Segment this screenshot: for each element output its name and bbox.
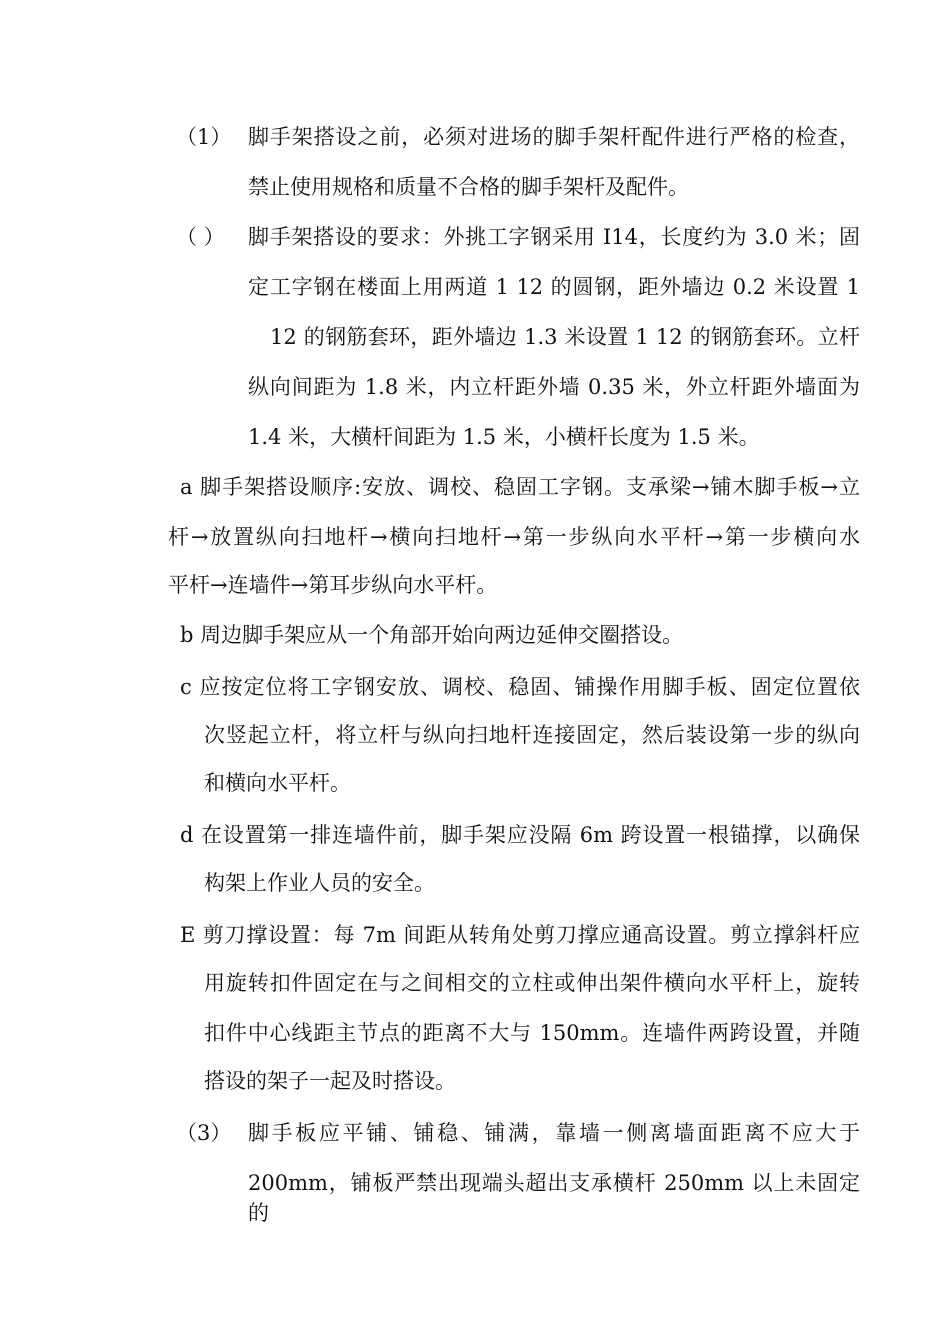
- item-a-line-3: 平杆→连墙件→第耳步纵向水平杆。: [168, 573, 498, 597]
- item-2-line-2: 定工字钢在楼面上用两道 1 12 的圆钢，距外墙边 0.2 米设置 1: [248, 275, 860, 299]
- item-c-line-2: 次竖起立杆，将立杆与纵向扫地杆连接固定，然后装设第一步的纵向: [204, 723, 860, 747]
- item-2-number: （ ）: [176, 225, 225, 249]
- item-2-line-3: 12 的钢筋套环，距外墙边 1.3 米设置 1 12 的钢筋套环。立杆: [270, 325, 860, 349]
- item-1-number: （1）: [176, 125, 232, 149]
- item-a-line-2: 杆→放置纵向扫地杆→横向扫地杆→第一步纵向水平杆→第一步横向水: [168, 525, 860, 549]
- item-3-number: （3）: [176, 1121, 232, 1145]
- item-d-line-2: 构架上作业人员的安全。: [204, 871, 435, 895]
- item-c-line-1: c 应按定位将工字钢安放、调校、稳固、铺操作用脚手板、固定位置依: [180, 675, 860, 699]
- item-b-line-1: b 周边脚手架应从一个角部开始向两边延伸交圈搭设。: [180, 623, 684, 647]
- item-e-line-1: E 剪刀撑设置：每 7m 间距从转角处剪刀撑应通高设置。剪立撑斜杆应: [180, 923, 860, 947]
- item-d-line-1: d 在设置第一排连墙件前，脚手架应没隔 6m 跨设置一根锚撑，以确保: [180, 823, 860, 847]
- item-e-line-4: 搭设的架子一起及时搭设。: [204, 1069, 456, 1093]
- item-1-line-2: 禁止使用规格和质量不合格的脚手架杆及配件。: [248, 175, 689, 199]
- item-1-line-1: 脚手架搭设之前，必须对进场的脚手架杆配件进行严格的检查，: [248, 125, 860, 149]
- item-2-line-4: 纵向间距为 1.8 米，内立杆距外墙 0.35 米，外立杆距外墙面为: [248, 375, 860, 399]
- item-2-line-5: 1.4 米，大横杆间距为 1.5 米，小横杆长度为 1.5 米。: [248, 425, 760, 449]
- item-e-line-3: 扣件中心线距主节点的距离不大与 150mm。连墙件两跨设置，并随: [204, 1021, 860, 1045]
- item-2-line-1: 脚手架搭设的要求：外挑工字钢采用 I14，长度约为 3.0 米；固: [248, 225, 860, 249]
- item-3-line-1: 脚手板应平铺、铺稳、铺满，靠墙一侧离墙面距离不应大于: [248, 1121, 860, 1145]
- item-c-line-3: 和横向水平杆。: [204, 771, 351, 795]
- item-3-line-2: 200mm，铺板严禁出现端头超出支承横杆 250mm 以上未固定的: [248, 1171, 860, 1225]
- item-e-line-2: 用旋转扣件固定在与之间相交的立柱或伸出架件横向水平杆上，旋转: [204, 971, 860, 995]
- item-a-line-1: a 脚手架搭设顺序:安放、调校、稳固工字钢。支承梁→铺木脚手板→立: [180, 475, 860, 499]
